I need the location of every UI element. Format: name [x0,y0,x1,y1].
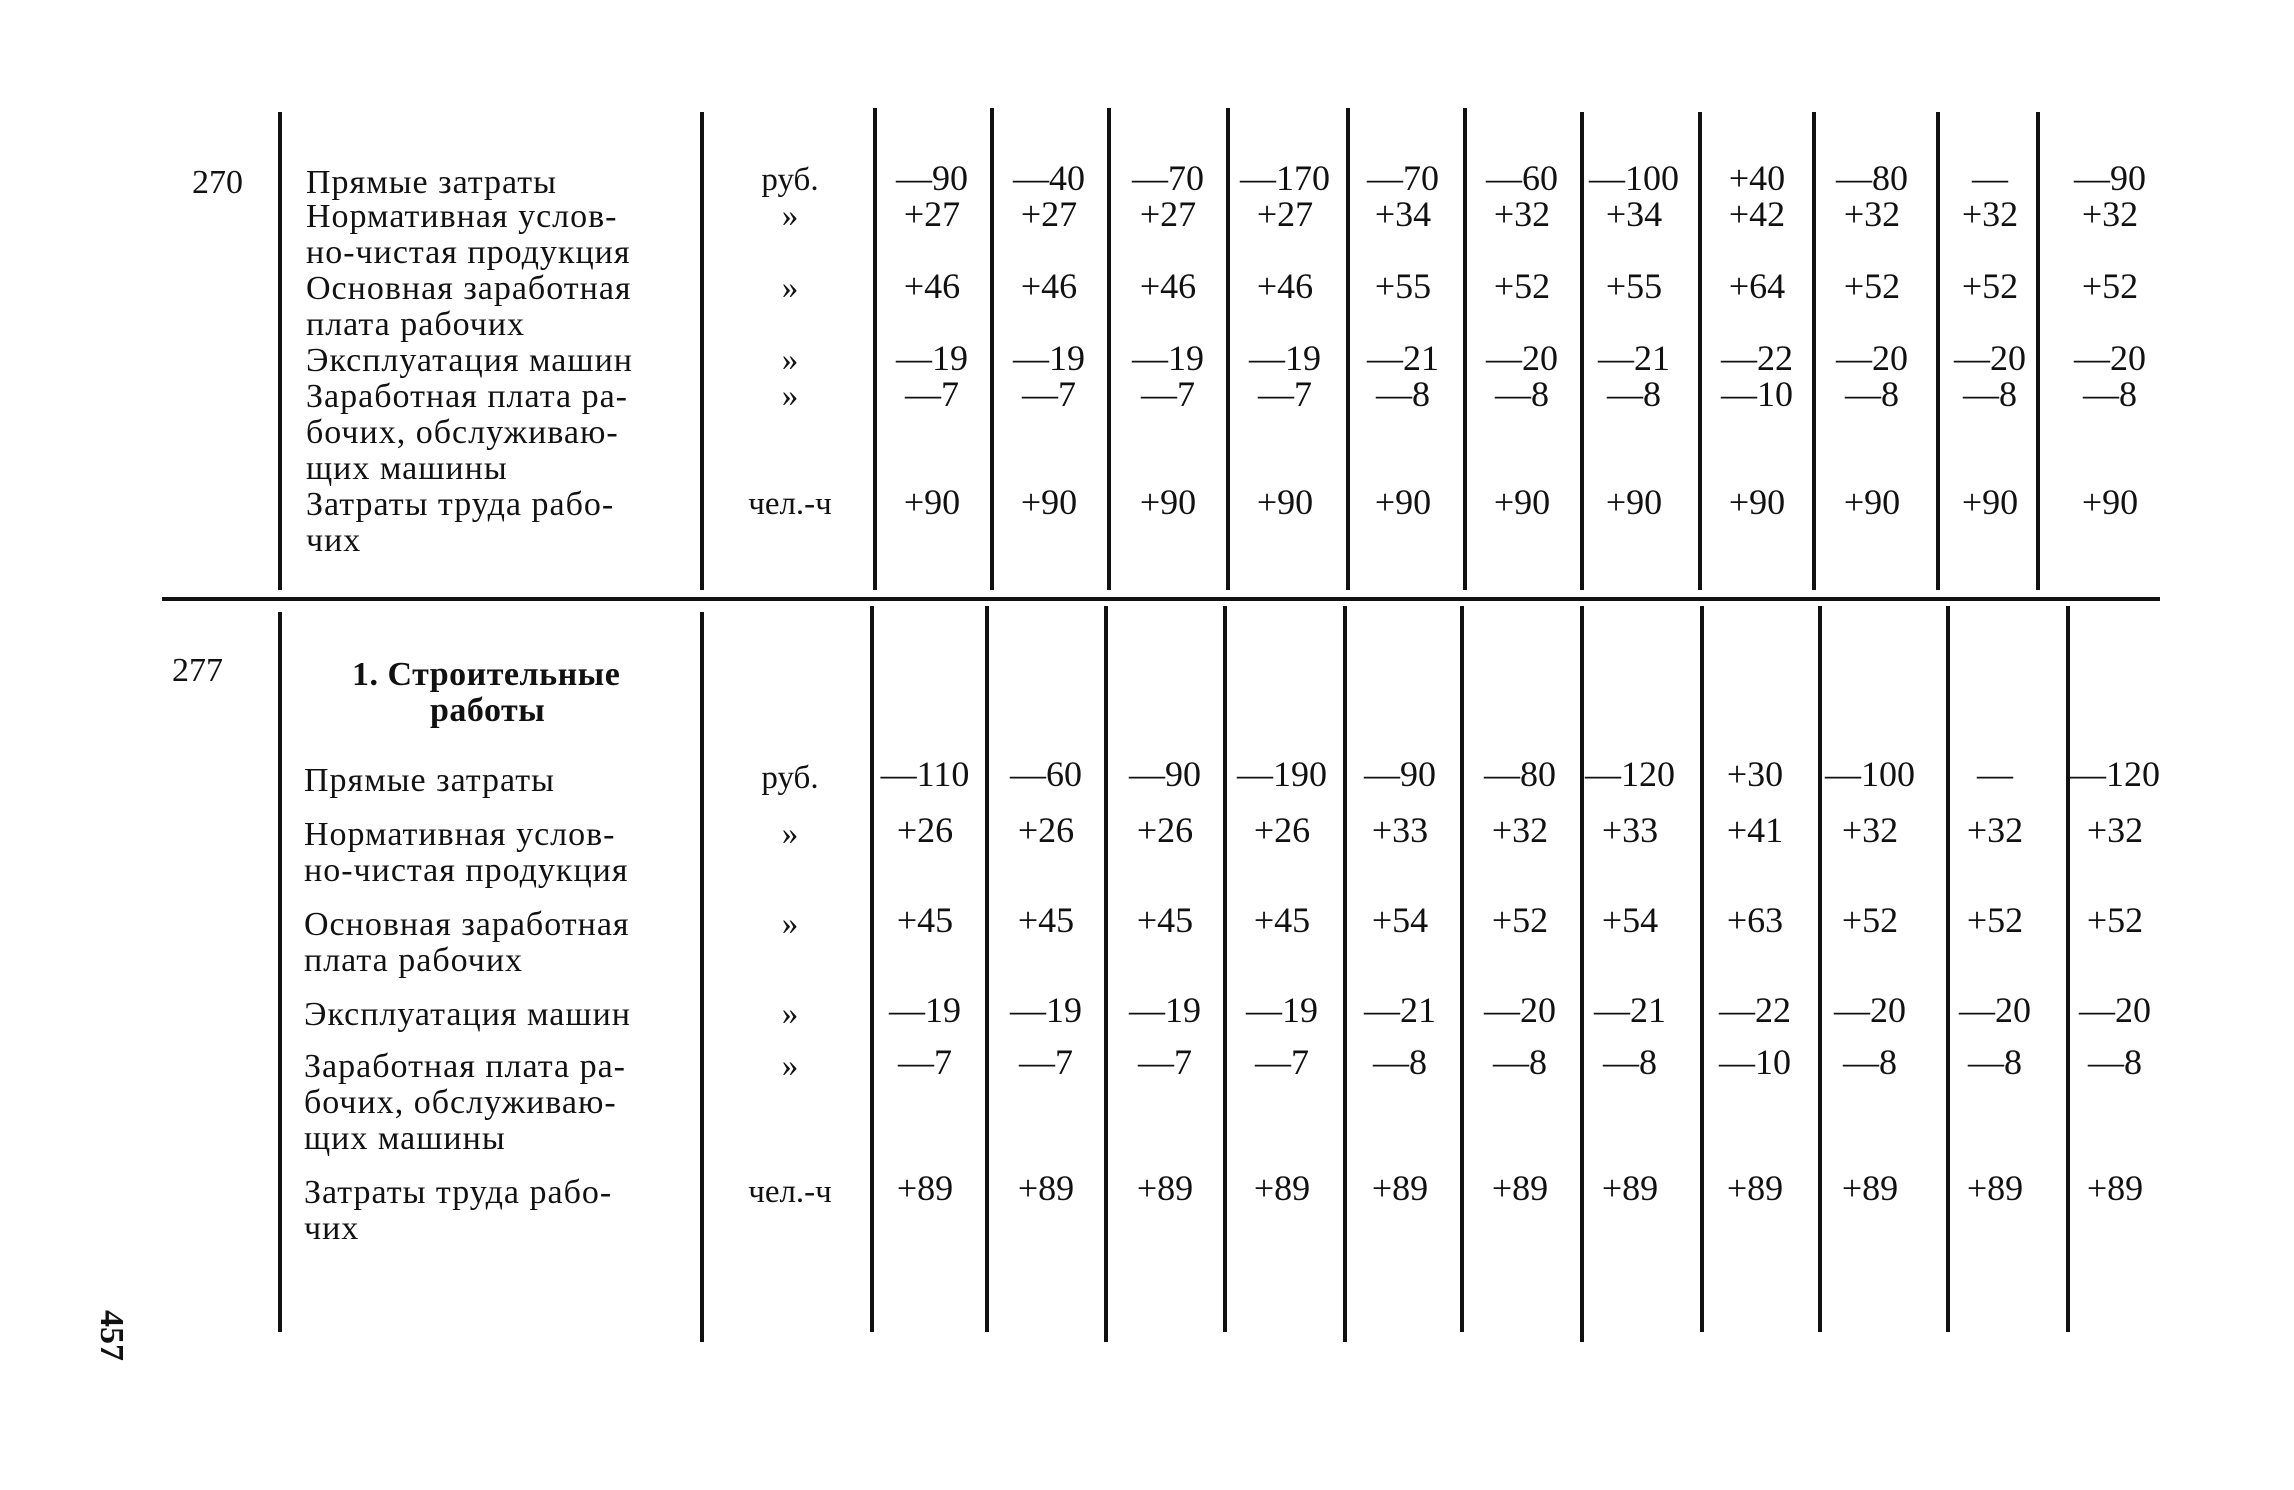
unit-cell: » [781,270,799,306]
value-cell: —190 [1237,754,1327,794]
row-label: Эксплуатация машин [306,342,633,379]
row-label: Заработная плата ра- [304,1048,626,1085]
row-label: Основная заработная [306,270,632,307]
column-rule [1223,606,1227,1332]
column-rule [700,612,704,1342]
column-rule [1818,606,1822,1332]
value-cell: —100 [1825,754,1915,794]
value-cell: —20 [1484,990,1556,1030]
row-label: Прямые затраты [304,762,555,799]
value-cell: +45 [1017,900,1075,940]
value-cell: —21 [1364,990,1436,1030]
section-heading: 1. Строительные [352,656,621,693]
value-cell: +30 [1726,754,1784,794]
value-cell: +32 [2086,810,2144,850]
row-label: чих [304,1210,360,1247]
unit-cell: руб. [761,162,819,198]
value-cell: +40 [1728,158,1786,198]
value-cell: —8 [1376,374,1430,414]
value-cell: +27 [1256,194,1314,234]
value-cell: —80 [1836,158,1908,198]
value-cell: —19 [1132,338,1204,378]
value-cell: —19 [1013,338,1085,378]
value-cell: —8 [1373,1042,1427,1082]
value-cell: +64 [1728,266,1786,306]
row-label: бочих, обслуживаю- [306,414,619,451]
column-rule [1580,606,1584,1342]
value-cell: —90 [896,158,968,198]
column-rule [278,612,282,1332]
value-cell: —60 [1010,754,1082,794]
value-cell: —7 [1255,1042,1309,1082]
value-cell: +46 [1256,266,1314,306]
value-cell: +46 [903,266,961,306]
row-label: плата рабочих [306,306,526,343]
value-cell: +55 [1605,266,1663,306]
value-cell: —7 [1138,1042,1192,1082]
value-cell: —20 [1836,338,1908,378]
value-cell: +32 [1961,194,2019,234]
value-cell: —70 [1367,158,1439,198]
value-cell: —80 [1484,754,1556,794]
value-cell: +26 [896,810,954,850]
value-cell: +90 [903,482,961,522]
value-cell: —10 [1721,374,1793,414]
value-cell: —19 [1129,990,1201,1030]
value-cell: +90 [1139,482,1197,522]
value-cell: +26 [1017,810,1075,850]
value-cell: —8 [1845,374,1899,414]
value-cell: —8 [1493,1042,1547,1082]
value-cell: —8 [1495,374,1549,414]
value-cell: —10 [1719,1042,1791,1082]
value-cell: —8 [2088,1042,2142,1082]
value-cell: +45 [1253,900,1311,940]
unit-cell: чел.-ч [748,1174,832,1210]
value-cell: +90 [1493,482,1551,522]
column-rule [2066,606,2070,1332]
value-cell: —21 [1598,338,1670,378]
value-cell: —7 [898,1042,952,1082]
value-cell: +54 [1371,900,1429,940]
column-rule [870,606,874,1332]
value-cell: +90 [1020,482,1078,522]
value-cell: —20 [1954,338,2026,378]
value-cell: — [1972,158,2008,198]
value-cell: +32 [1491,810,1549,850]
value-cell: +27 [903,194,961,234]
value-cell: —8 [1603,1042,1657,1082]
unit-cell: » [781,816,799,852]
value-cell: —90 [1129,754,1201,794]
value-cell: +52 [1493,266,1551,306]
value-cell: +89 [1966,1168,2024,1208]
value-cell: +90 [1728,482,1786,522]
section-separator [162,597,2160,601]
unit-cell: чел.-ч [748,486,832,522]
column-rule [985,606,989,1332]
value-cell: +27 [1020,194,1078,234]
value-cell: +89 [1841,1168,1899,1208]
column-rule [1343,606,1347,1342]
row-label: щих машины [306,450,508,487]
value-cell: —8 [1607,374,1661,414]
value-cell: —19 [1010,990,1082,1030]
value-cell: —90 [1364,754,1436,794]
value-cell: +41 [1726,810,1784,850]
value-cell: —21 [1367,338,1439,378]
unit-cell: руб. [761,760,819,796]
section-code: 270 [192,164,243,201]
unit-cell: » [781,342,799,378]
column-rule [700,112,704,590]
value-cell: —20 [1959,990,2031,1030]
value-cell: —8 [1963,374,2017,414]
value-cell: +52 [1841,900,1899,940]
value-cell: +90 [1961,482,2019,522]
value-cell: +52 [1961,266,2019,306]
value-cell: +33 [1371,810,1429,850]
value-cell: +90 [1843,482,1901,522]
column-rule [1946,606,1950,1332]
column-rule [278,112,282,590]
value-cell: —8 [1843,1042,1897,1082]
value-cell: —20 [1834,990,1906,1030]
value-cell: —40 [1013,158,1085,198]
value-cell: —60 [1486,158,1558,198]
value-cell: +90 [1374,482,1432,522]
row-label: плата рабочих [304,942,524,979]
value-cell: +34 [1374,194,1432,234]
row-label: Эксплуатация машин [304,996,631,1033]
unit-cell: » [781,378,799,414]
value-cell: —19 [1246,990,1318,1030]
value-cell: +89 [1136,1168,1194,1208]
value-cell: +89 [2086,1168,2144,1208]
value-cell: —7 [1258,374,1312,414]
row-label: но-чистая продукция [306,234,631,271]
column-rule [1104,606,1108,1342]
value-cell: +46 [1139,266,1197,306]
value-cell: +90 [2081,482,2139,522]
value-cell: +26 [1253,810,1311,850]
value-cell: +33 [1601,810,1659,850]
value-cell: +89 [1371,1168,1429,1208]
value-cell: —100 [1589,158,1679,198]
value-cell: —90 [2074,158,2146,198]
value-cell: —22 [1719,990,1791,1030]
value-cell: +89 [1726,1168,1784,1208]
row-label: но-чистая продукция [304,852,629,889]
unit-cell: » [781,198,799,234]
value-cell: +52 [2081,266,2139,306]
row-label: Нормативная услов- [304,816,616,853]
value-cell: +89 [896,1168,954,1208]
row-label: щих машины [304,1120,506,1157]
value-cell: — [1977,754,2013,794]
row-label: Основная заработная [304,906,630,943]
value-cell: +34 [1605,194,1663,234]
value-cell: +90 [1605,482,1663,522]
value-cell: +46 [1020,266,1078,306]
value-cell: +89 [1601,1168,1659,1208]
value-cell: —19 [896,338,968,378]
value-cell: —22 [1721,338,1793,378]
value-cell: +26 [1136,810,1194,850]
section-code: 277 [172,652,223,689]
value-cell: +45 [896,900,954,940]
value-cell: —120 [2070,754,2160,794]
section-heading: работы [430,692,546,729]
value-cell: +27 [1139,194,1197,234]
value-cell: +89 [1017,1168,1075,1208]
value-cell: —170 [1240,158,1330,198]
value-cell: —21 [1594,990,1666,1030]
value-cell: +89 [1491,1168,1549,1208]
row-label: Затраты труда рабо- [306,486,615,523]
value-cell: —20 [1486,338,1558,378]
column-rule [1460,606,1464,1332]
value-cell: +54 [1601,900,1659,940]
value-cell: —110 [880,754,970,794]
value-cell: —19 [1249,338,1321,378]
value-cell: —120 [1585,754,1675,794]
value-cell: +89 [1253,1168,1311,1208]
value-cell: +52 [1843,266,1901,306]
value-cell: +52 [1966,900,2024,940]
value-cell: +52 [2086,900,2144,940]
unit-cell: » [781,996,799,1032]
value-cell: —20 [2074,338,2146,378]
value-cell: +55 [1374,266,1432,306]
value-cell: —8 [2083,374,2137,414]
value-cell: —8 [1968,1042,2022,1082]
column-rule [1700,606,1704,1332]
unit-cell: » [781,1048,799,1084]
row-label: чих [306,522,362,559]
value-cell: +32 [1843,194,1901,234]
value-cell: +42 [1728,194,1786,234]
value-cell: +52 [1491,900,1549,940]
value-cell: —7 [1141,374,1195,414]
page-number: 457 [93,1310,130,1361]
value-cell: —7 [905,374,959,414]
unit-cell: » [781,906,799,942]
row-label: Нормативная услов- [306,198,618,235]
row-label: Заработная плата ра- [306,378,628,415]
value-cell: +32 [1841,810,1899,850]
value-cell: —20 [2079,990,2151,1030]
value-cell: +45 [1136,900,1194,940]
value-cell: +32 [2081,194,2139,234]
value-cell: —7 [1022,374,1076,414]
value-cell: +63 [1726,900,1784,940]
value-cell: +32 [1966,810,2024,850]
value-cell: +32 [1493,194,1551,234]
row-label: Прямые затраты [306,164,557,201]
row-label: Затраты труда рабо- [304,1174,613,1211]
row-label: бочих, обслуживаю- [304,1084,617,1121]
value-cell: +90 [1256,482,1314,522]
value-cell: —7 [1019,1042,1073,1082]
value-cell: —70 [1132,158,1204,198]
value-cell: —19 [889,990,961,1030]
